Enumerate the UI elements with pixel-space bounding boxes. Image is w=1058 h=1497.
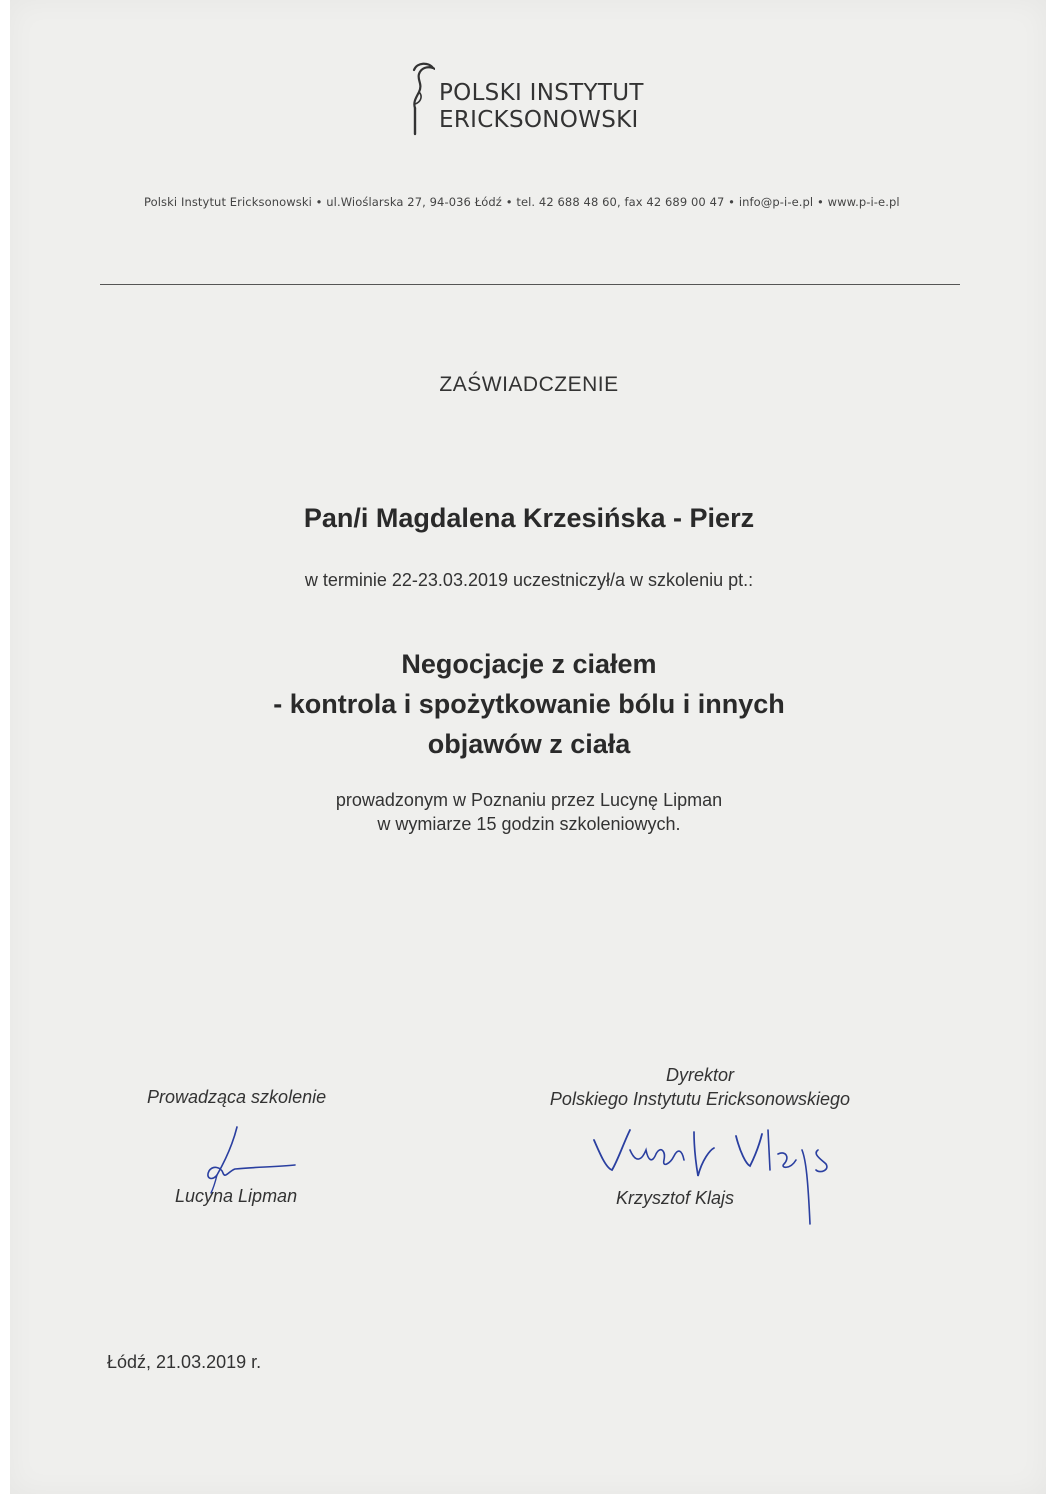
course-title-line1: Negocjacje z ciałem (401, 649, 657, 679)
director-role-line2: Polskiego Instytutu Ericksonowskiego (549, 1089, 851, 1109)
logo-text-line2: ERICKSONOWSKI (439, 107, 639, 133)
recipient-name: Pan/i Magdalena Krzesińska - Pierz (303, 503, 755, 533)
header-divider (100, 284, 960, 285)
course-title (0, 644, 1058, 764)
document-title: ZAŚWIADCZENIE (439, 373, 619, 396)
director-role-line1: Dyrektor (665, 1065, 734, 1085)
course-details (0, 788, 1058, 836)
contact-info: Polski Instytut Ericksonowski • ul.Wioślarska 27, 94-036 Łódź • tel. 42 688 48 60, fax 42 689 00 47 • info@p-i-e.pl • www.p-i-e.pl (144, 195, 900, 209)
trainer-role: Prowadząca szkolenie (147, 1087, 327, 1107)
course-details-line2: w wymiarze 15 godzin szkoleniowych. (377, 814, 681, 834)
issue-date-place: Łódź, 21.03.2019 r. (107, 1352, 262, 1372)
director-signature (590, 1120, 850, 1230)
course-title-line2: - kontrola i spożytkowanie bólu i innych (273, 689, 785, 719)
trainer-name: Lucyna Lipman (175, 1186, 298, 1206)
institute-logo (405, 60, 695, 140)
course-title-line3: objawów z ciała (427, 729, 631, 759)
participation-statement: w terminie 22-23.03.2019 uczestniczył/a w szkoleniu pt.: (304, 570, 754, 590)
director-name: Krzysztof Klajs (616, 1188, 735, 1208)
director-role (480, 1063, 920, 1111)
course-details-line1: prowadzonym w Poznaniu przez Lucynę Lipman (335, 790, 723, 810)
heron-logo-icon (405, 60, 435, 138)
logo-text-line1: POLSKI INSTYTUT (439, 80, 644, 106)
trainer-signature (195, 1125, 305, 1195)
